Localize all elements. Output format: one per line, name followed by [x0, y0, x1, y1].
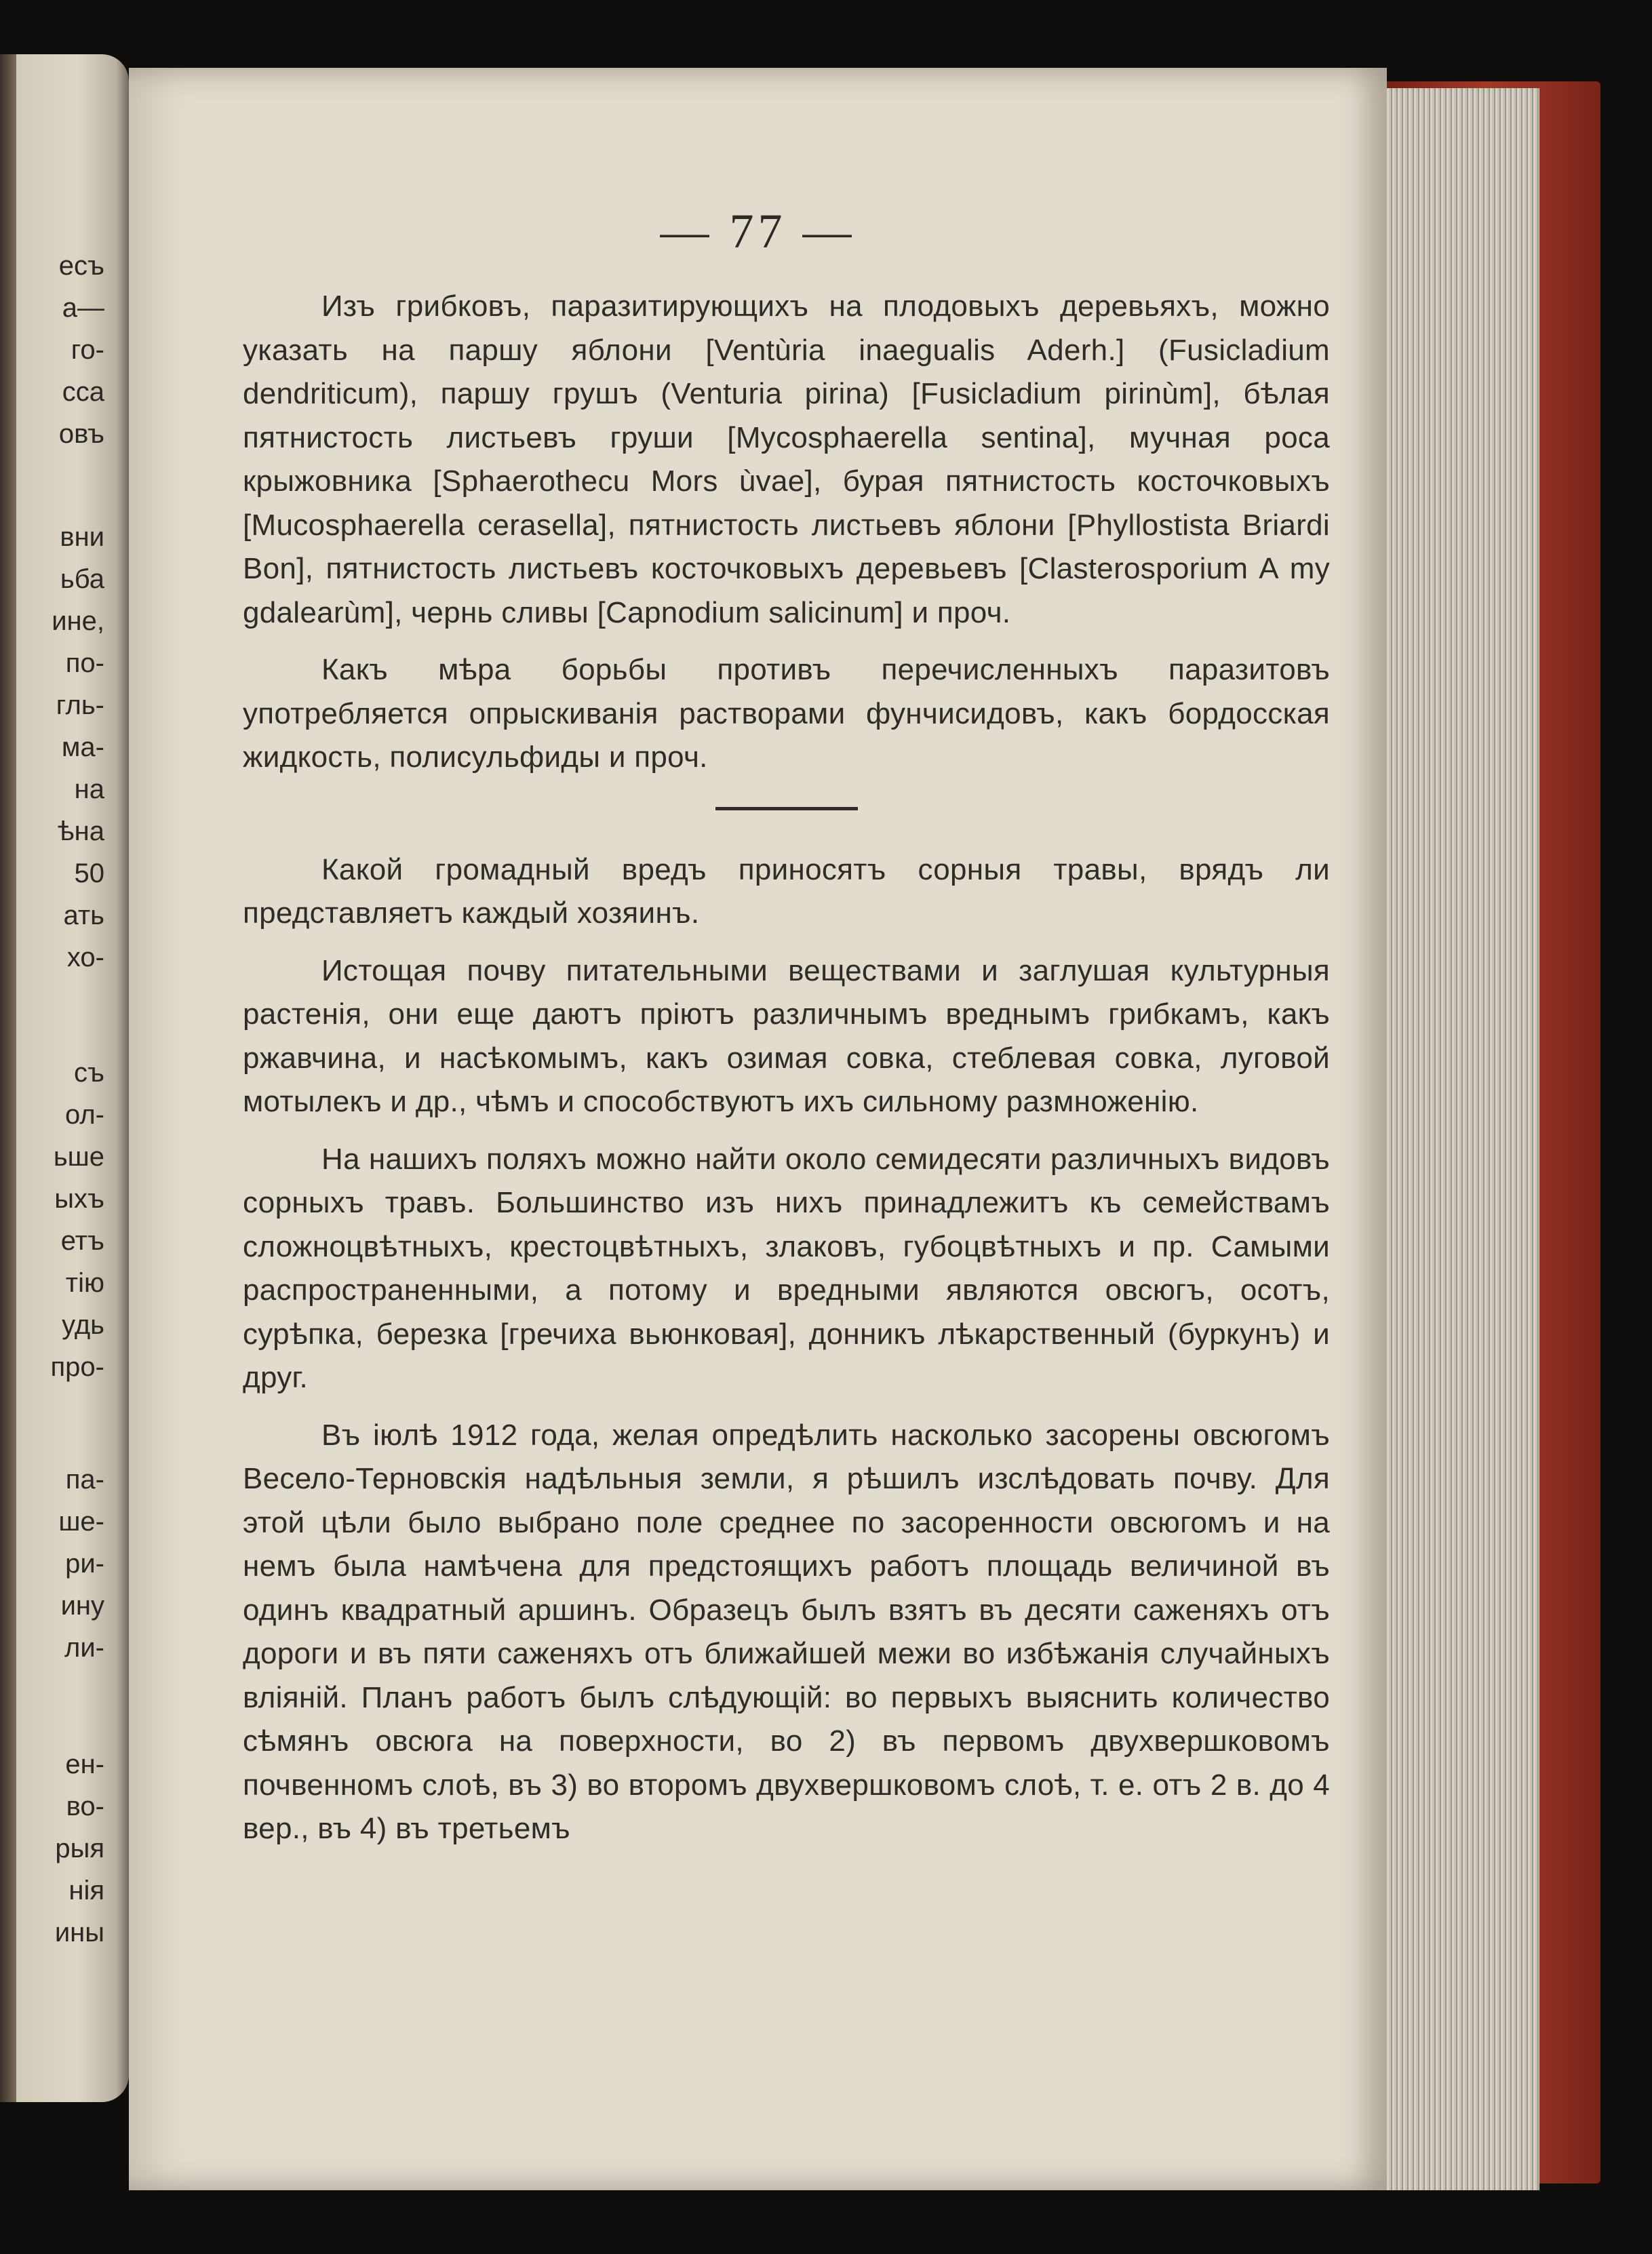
previous-page-line: ьше	[53, 1142, 104, 1172]
previous-page-line: удь	[62, 1310, 104, 1340]
previous-page-line: съ	[74, 1058, 104, 1088]
previous-page-line: вни	[60, 522, 104, 552]
previous-page-line: ѣна	[58, 816, 104, 846]
previous-page-line: па-	[65, 1465, 104, 1495]
page-number: — 77 —	[660, 204, 856, 258]
previous-page-line: тію	[65, 1268, 104, 1298]
paragraph-weed-species: На нашихъ поляхъ можно найти около семидесяти различныхъ видовъ сорныхъ травъ. Большинство изъ нихъ принадлежитъ къ семействамъ сложноцвѣтныхъ, крестоцвѣтныхъ, злаковъ, губоцвѣтныхъ и пр. Самыми распространенными, а потому и вредными являются овсюгъ, осотъ, сурѣпка, березка [гречиха вьюнковая], донникъ лѣкарственный (буркунъ) и друг.	[243, 1142, 1330, 1394]
previous-page-line: сса	[62, 377, 104, 407]
paragraph-control-measures: Какъ мѣра борьбы противъ перечисленныхъ паразитовъ употребляется опрыскиванія растворами фунчисидовъ, какъ бордосская жидкость, полисульфиды и проч.	[243, 653, 1330, 774]
previous-page-line: ли-	[64, 1633, 104, 1663]
previous-page-line: ине,	[52, 606, 104, 636]
previous-page-line: а—	[62, 293, 104, 323]
previous-page-line: рыя	[55, 1834, 104, 1863]
previous-page-line: ину	[60, 1591, 104, 1621]
previous-page-line: етъ	[60, 1226, 104, 1256]
previous-page-line: ины	[54, 1918, 104, 1947]
previous-page-line: го-	[71, 335, 104, 365]
section-divider	[715, 807, 858, 810]
previous-page-line: про-	[50, 1352, 104, 1382]
previous-page-line: ьба	[60, 564, 104, 594]
previous-page-line: ен-	[65, 1749, 104, 1779]
previous-page-line: во-	[66, 1792, 104, 1821]
book-page	[129, 68, 1387, 2190]
previous-page-line: хо-	[66, 943, 104, 972]
previous-page-line: нія	[68, 1876, 104, 1905]
previous-page-line: есъ	[58, 251, 104, 281]
page-body	[243, 285, 1330, 1865]
previous-page-line: гль-	[56, 690, 104, 720]
previous-page-edge	[0, 54, 129, 2102]
previous-page-line: ол-	[64, 1100, 104, 1130]
previous-page-line: по-	[65, 648, 104, 678]
paragraph-weeds-effects: Истощая почву питательными веществами и заглушая культурныя растенія, они еще даютъ пріютъ различнымъ вреднымъ грибкамъ, какъ ржавчина, и насѣкомымъ, какъ озимая совка, стеблевая совка, луговой мотылекъ и др., чѣмъ и способствуютъ ихъ сильному размноженію.	[243, 953, 1330, 1118]
previous-page-line: ше-	[58, 1507, 104, 1537]
paragraph-fungi: Изъ грибковъ, паразитирующихъ на плодовыхъ деревьяхъ, можно указать на паршу яблони [Ventùria inaegualis Aderh.] (Fusicladium dendriticum), паршу грушъ (Venturia pirina) [Fusicladium pirinùm], бѣлая пятнистость листьевъ груши [Mycosphaerella sentina], мучная роса крыжовника [Sphaerothecu Mors ùvae], бурая пятнистость косточковыхъ [Mucosphaerella cerasella], пятнистость листьевъ яблони [Phyllostista Briardi Bon], пятнистость листьевъ косточковыхъ деревьевъ [Clasterosporium A my gdalearùm], чернь сливы [Capnodium salicinum] и проч.	[243, 290, 1330, 629]
previous-page-line: ать	[63, 901, 104, 930]
paragraph-soil-study: Въ іюлѣ 1912 года, желая опредѣлить насколько засорены овсюгомъ Весело-Терновскія надѣльныя земли, я рѣшилъ изслѣдовать почву. Для этой цѣли было выбрано поле среднее по засоренности овсюгомъ и на немъ была намѣчена для предстоящихъ работъ площадь величиной въ одинъ квадратный аршинъ. Образецъ былъ взятъ въ десяти саженяхъ отъ дороги и въ пяти саженяхъ отъ ближайшей межи во избѣжанія случайныхъ вліяній. Планъ работъ былъ слѣдующій: во первыхъ выяснить количество сѣмянъ овсюга на поверхности, во 2) въ первомъ двухвершковомъ почвенномъ слоѣ, въ 3) во второмъ двухвершковомъ слоѣ, т. е. отъ 2 в. до 4 вер., въ 4) въ третьемъ	[243, 1418, 1330, 1845]
previous-page-line: 50	[74, 858, 104, 888]
page-block-edges	[1383, 88, 1539, 2190]
book-spine	[0, 54, 16, 2102]
previous-page-line: ыхъ	[54, 1184, 104, 1214]
previous-page-line: овъ	[58, 419, 104, 449]
previous-page-line: ри-	[65, 1549, 104, 1579]
previous-page-line: на	[74, 774, 104, 804]
paragraph-weeds-harm: Какой громадный вредъ приносятъ сорныя травы, врядъ ли представляетъ каждый хозяинъ.	[243, 852, 1330, 930]
previous-page-line: ма-	[61, 732, 104, 762]
